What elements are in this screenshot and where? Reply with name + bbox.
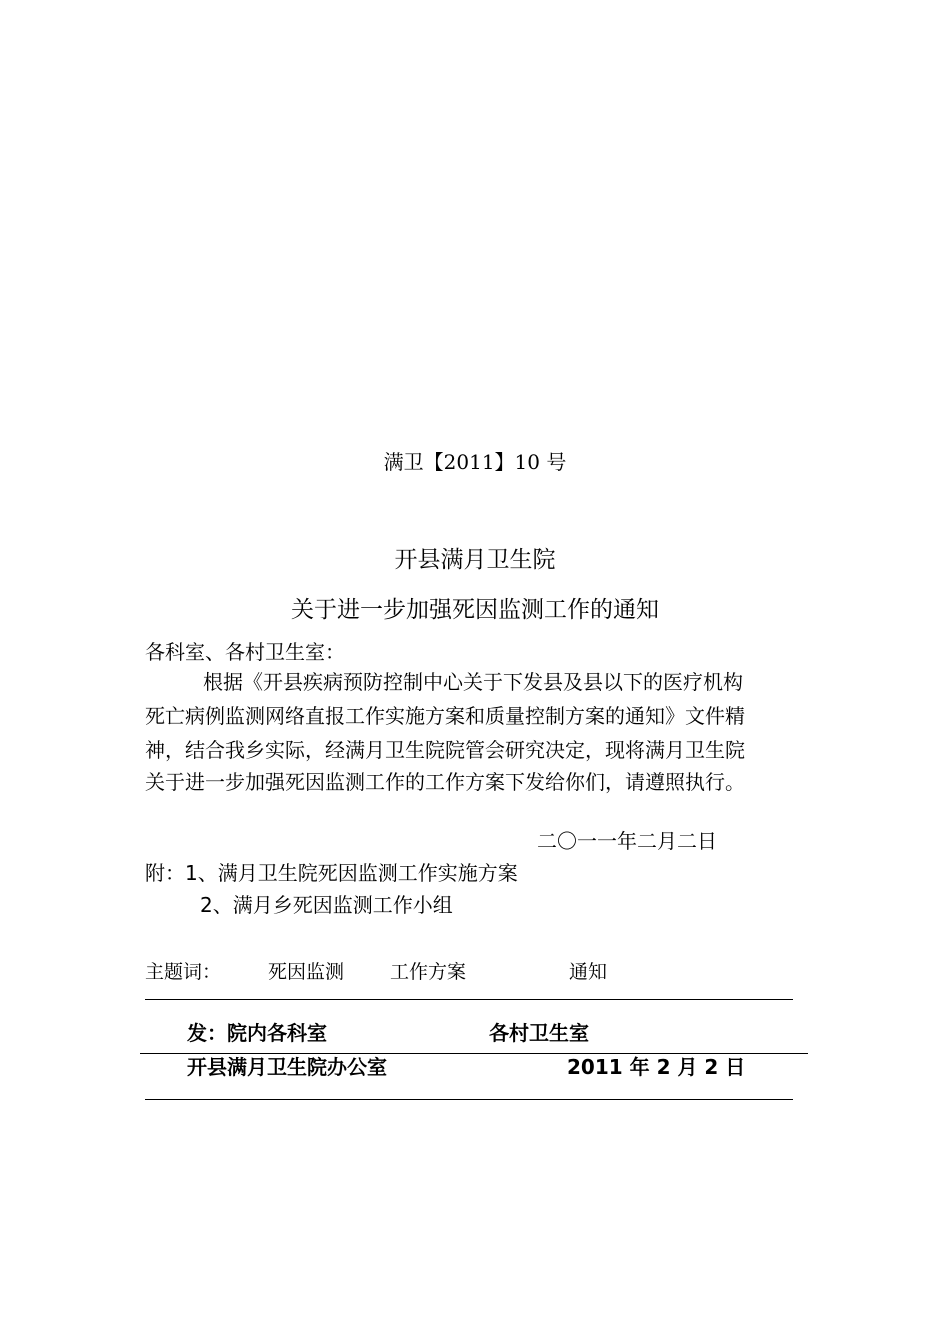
- keyword: 死因监测: [268, 961, 345, 983]
- keyword: 工作方案: [390, 961, 467, 983]
- paragraph-line: 关于进一步加强死因监测工作的工作方案下发给你们，请遵照执行。: [145, 770, 745, 794]
- paragraph-line: 根据《开县疾病预防控制中心关于下发县及县以下的医疗机构: [203, 670, 743, 694]
- paragraph-line: 死亡病例监测网络直报工作实施方案和质量控制方案的通知》文件精: [145, 704, 745, 728]
- document-number: 满卫【2011】10 号: [383, 450, 567, 474]
- attachment-item: 2、满月乡死因监测工作小组: [200, 893, 453, 917]
- document-date: 二〇一一年二月二日: [537, 829, 717, 853]
- organization-name: 开县满月卫生院: [394, 547, 556, 573]
- distribution-recipient: 各村卫生室: [489, 1021, 589, 1045]
- keywords-label: 主题词：: [145, 961, 222, 983]
- salutation: 各科室、各村卫生室：: [145, 640, 345, 664]
- issue-date: 2011 年 2 月 2 日: [567, 1055, 746, 1079]
- paragraph-line: 神，结合我乡实际，经满月卫生院院管会研究决定，现将满月卫生院: [145, 738, 745, 762]
- divider-line: [145, 999, 793, 1000]
- document-title: 关于进一步加强死因监测工作的通知: [291, 597, 659, 623]
- issuer-name: 开县满月卫生院办公室: [187, 1055, 387, 1079]
- attachment-item: 附：1、满月卫生院死因监测工作实施方案: [145, 861, 518, 885]
- divider-line: [145, 1099, 793, 1100]
- keyword: 通知: [569, 961, 608, 983]
- distribution-label: 发：院内各科室: [187, 1021, 327, 1045]
